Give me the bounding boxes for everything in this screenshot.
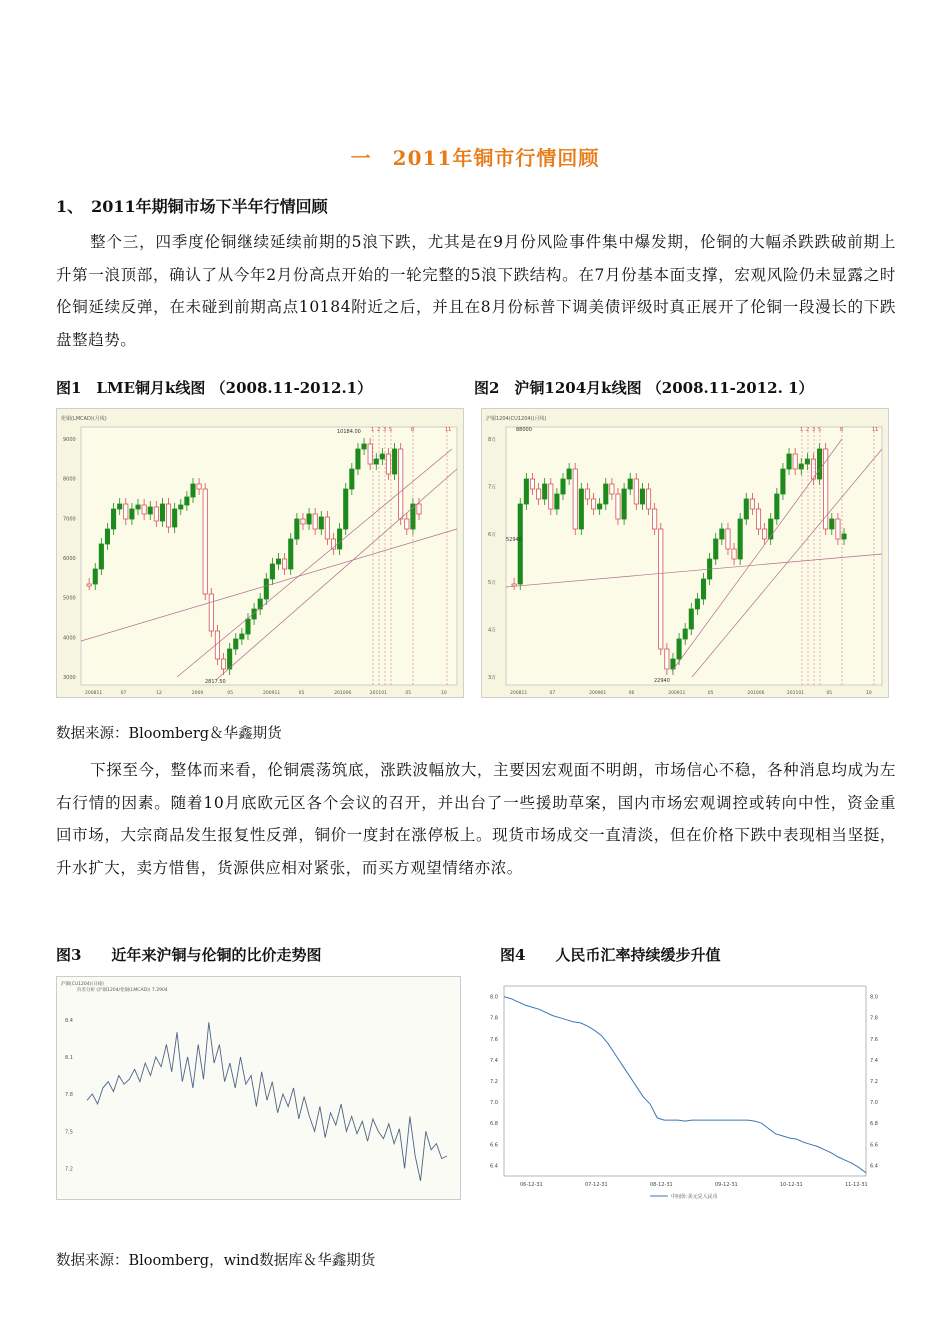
candle bbox=[836, 519, 840, 539]
y-tick-label: 7.2 bbox=[65, 1166, 73, 1173]
shfe-candlestick-chart bbox=[482, 409, 888, 697]
candle bbox=[203, 489, 207, 594]
wave-label: 8 bbox=[411, 427, 415, 433]
candle bbox=[591, 499, 595, 509]
y-tick-label-right: 7.6 bbox=[870, 1036, 878, 1043]
chart-rmb bbox=[490, 976, 890, 1204]
price-annotation: 22940 bbox=[654, 678, 670, 684]
price-annotation: 10184.00 bbox=[337, 429, 361, 435]
candle bbox=[417, 504, 421, 514]
candle bbox=[282, 559, 286, 569]
candle bbox=[604, 484, 608, 504]
y-tick-label: 8.4 bbox=[65, 1017, 73, 1024]
x-tick-label: 12 bbox=[156, 691, 162, 696]
candle bbox=[111, 509, 115, 529]
fig1-caption: 图1 LME铜月k线图 （2008.11-2012.1） bbox=[56, 379, 373, 397]
y-tick-label-right: 6.4 bbox=[870, 1163, 878, 1170]
x-tick-label: 07 bbox=[549, 691, 556, 696]
x-tick-label: 10 bbox=[441, 691, 447, 696]
candle bbox=[555, 494, 559, 509]
candle bbox=[775, 494, 779, 519]
y-tick-label: 7000 bbox=[63, 516, 76, 523]
candle bbox=[368, 444, 372, 464]
candle bbox=[659, 529, 663, 649]
candle bbox=[166, 504, 170, 527]
wave-label: 1 bbox=[800, 427, 804, 433]
candle bbox=[99, 544, 103, 569]
paragraph-2: 下探至今，整体而来看，伦铜震荡筑底，涨跌波幅放大，主要因宏观面不明朗，市场信心不稳，各种消息均成为左右行情的因素。随着10月底欧元区各个会议的召开，并出台了一些援助草案，国内市场宏观调控或转向中性，资金重回市场，大宗商品发生报复性反弹，铜价一度封在涨停板上。现货市场成交一直清淡，但在价格下跌中表现相当坚挺，升水扩大，卖方惜售，货源供应相对紧张，而买方观望情绪亦浓。 bbox=[56, 761, 896, 877]
x-tick-label: 06 bbox=[628, 691, 635, 696]
subsection-title: 1、 2011年期铜市场下半年行情回顾 bbox=[56, 197, 328, 216]
y-tick-label: 6.6 bbox=[490, 1142, 498, 1149]
candle bbox=[270, 564, 274, 579]
x-tick-label: 07-12-31 bbox=[585, 1182, 608, 1188]
candle bbox=[530, 479, 534, 489]
candle bbox=[726, 529, 730, 549]
wave-label: 11 bbox=[872, 427, 879, 433]
candle bbox=[598, 504, 602, 509]
y-tick-label: 8.1 bbox=[65, 1054, 73, 1061]
candle bbox=[714, 539, 718, 559]
x-tick-label: 200811 bbox=[510, 691, 528, 696]
chart-shfe-candles bbox=[481, 408, 889, 698]
candle bbox=[130, 509, 134, 519]
x-tick-label: 201101 bbox=[369, 691, 387, 696]
candle bbox=[610, 484, 614, 494]
fig2-caption: 图2 沪铜1204月k线图 （2008.11-2012. 1） bbox=[474, 379, 814, 397]
candle bbox=[240, 634, 244, 639]
wave-label: 5 bbox=[818, 427, 822, 433]
y-tick-label: 8.0 bbox=[490, 994, 498, 1001]
candle bbox=[744, 499, 748, 519]
candle bbox=[289, 539, 293, 569]
y-tick-label: 7.4 bbox=[490, 1057, 498, 1064]
candle bbox=[799, 464, 803, 469]
x-tick-label: 200811 bbox=[85, 691, 103, 696]
y-tick-label-right: 8.0 bbox=[870, 994, 878, 1001]
wave-label: 2 bbox=[806, 427, 810, 433]
candle bbox=[136, 505, 140, 509]
candle bbox=[399, 449, 403, 519]
candle bbox=[512, 584, 516, 586]
x-tick-label: 05 bbox=[298, 691, 305, 696]
y-tick-label: 8000 bbox=[63, 476, 76, 483]
candle bbox=[805, 459, 809, 464]
candle bbox=[842, 534, 846, 539]
y-tick-label: 3000 bbox=[63, 675, 76, 681]
rmb-line-chart bbox=[490, 976, 890, 1204]
x-tick-label: 05 bbox=[826, 691, 833, 696]
candle bbox=[622, 489, 626, 519]
candle bbox=[689, 609, 693, 629]
candle bbox=[185, 497, 189, 505]
candle bbox=[319, 517, 323, 529]
wave-label: 8 bbox=[840, 427, 844, 433]
candle bbox=[677, 639, 681, 659]
x-tick-label: 11-12-31 bbox=[845, 1182, 868, 1188]
candle bbox=[738, 519, 742, 559]
candle bbox=[124, 504, 128, 519]
wave-label: 3 bbox=[812, 427, 816, 433]
x-tick-label: 2009 bbox=[191, 691, 204, 696]
y-tick-label: 7万 bbox=[488, 484, 497, 491]
y-tick-label-right: 6.8 bbox=[870, 1121, 878, 1128]
candle bbox=[549, 484, 553, 509]
chart-header: 沪铜(CU1204)(日线) bbox=[61, 982, 104, 987]
candle bbox=[191, 484, 195, 497]
candle bbox=[148, 507, 152, 514]
candle bbox=[543, 484, 547, 499]
y-tick-label: 3万 bbox=[488, 675, 497, 681]
candle bbox=[646, 489, 650, 509]
y-tick-label: 9000 bbox=[63, 437, 76, 443]
candle bbox=[221, 659, 225, 669]
y-tick-label: 6万 bbox=[488, 532, 497, 539]
candle bbox=[585, 489, 589, 499]
candle bbox=[732, 549, 736, 559]
candle bbox=[350, 469, 354, 489]
y-tick-label: 7.8 bbox=[65, 1092, 73, 1099]
candle bbox=[234, 639, 238, 649]
candle bbox=[301, 519, 305, 524]
y-tick-label: 5万 bbox=[488, 579, 497, 586]
y-tick-label: 7.5 bbox=[65, 1129, 73, 1136]
candle bbox=[750, 499, 754, 509]
candle bbox=[405, 519, 409, 529]
chart-header: 沪铜1204(CU1204)(月线) bbox=[486, 416, 547, 422]
ratio-line-chart bbox=[57, 977, 460, 1199]
y-tick-label: 4万 bbox=[488, 627, 497, 634]
candle bbox=[246, 619, 250, 634]
candle bbox=[793, 454, 797, 469]
y-tick-label: 6000 bbox=[63, 556, 76, 562]
candle bbox=[640, 489, 644, 504]
candle bbox=[344, 489, 348, 529]
candle bbox=[179, 505, 183, 509]
y-tick-label-right: 7.2 bbox=[870, 1079, 878, 1085]
fig4-caption: 图4 人民币汇率持续缓步升值 bbox=[500, 946, 721, 964]
x-tick-label: 201006 bbox=[334, 691, 352, 696]
y-tick-label: 4000 bbox=[63, 635, 76, 642]
wave-label: 1 bbox=[371, 427, 375, 433]
candle bbox=[356, 449, 360, 469]
candle bbox=[264, 579, 268, 599]
candle bbox=[817, 449, 821, 479]
candle bbox=[781, 469, 785, 494]
candle bbox=[695, 599, 699, 609]
y-tick-label: 7.2 bbox=[490, 1079, 498, 1085]
candle bbox=[762, 529, 766, 539]
y-tick-label: 7.8 bbox=[490, 1015, 498, 1022]
candle bbox=[197, 484, 201, 489]
legend-label: 中间价:美元兑人民币 bbox=[671, 1194, 718, 1200]
candle bbox=[628, 479, 632, 489]
y-tick-label-right: 6.6 bbox=[870, 1142, 878, 1149]
source-note-2: 数据来源：Bloomberg，wind数据库＆华鑫期货 bbox=[56, 1253, 376, 1269]
chart-lme-candles bbox=[56, 408, 464, 698]
x-tick-label: 06-12-31 bbox=[520, 1182, 543, 1188]
section-title: 一 2011年铜市行情回顾 bbox=[350, 146, 600, 170]
candle bbox=[573, 469, 577, 529]
wave-label: 11 bbox=[445, 427, 452, 433]
candle bbox=[567, 469, 571, 479]
x-tick-label: 10-12-31 bbox=[780, 1182, 803, 1188]
lme-candlestick-chart bbox=[57, 409, 463, 697]
fig3-caption: 图3 近年来沪铜与伦铜的比价走势图 bbox=[56, 946, 322, 964]
y-tick-label: 7.0 bbox=[490, 1100, 498, 1107]
x-tick-label: 200911 bbox=[668, 691, 686, 696]
candle bbox=[830, 519, 834, 529]
candle bbox=[579, 489, 583, 529]
x-tick-label: 201101 bbox=[786, 691, 805, 696]
candle bbox=[720, 529, 724, 539]
candle bbox=[228, 649, 232, 669]
candle bbox=[325, 517, 329, 539]
chart-ratio bbox=[56, 976, 461, 1200]
price-annotation: 52940 bbox=[506, 537, 522, 543]
candle bbox=[756, 509, 760, 529]
candle bbox=[118, 504, 122, 509]
x-tick-label: 08-12-31 bbox=[650, 1182, 673, 1188]
y-tick-label-right: 7.8 bbox=[870, 1015, 878, 1022]
chart-header: 伦铜(LMCAD)(月线) bbox=[61, 416, 107, 422]
wave-label: 2 bbox=[377, 427, 381, 433]
candle bbox=[93, 569, 97, 584]
candle bbox=[524, 479, 528, 504]
candle bbox=[142, 505, 146, 514]
paragraph-1: 整个三，四季度伦铜继续延续前期的5浪下跌，尤其是在9月份风险事件集中爆发期，伦铜的大幅杀跌跌破前期上升第一浪顶部，确认了从今年2月份高点开始的一轮完整的5浪下跌结构。在7月份基本面支撑，宏观风险仍未显露之时伦铜延续反弹，在未碰到前期高点10184附近之后，并且在8月份标普下调美债评级时真正展开了伦铜一段漫长的下跌盘整趋势。 bbox=[56, 233, 896, 349]
source-note-1: 数据来源：Bloomberg＆华鑫期货 bbox=[56, 726, 282, 742]
x-tick-label: 07 bbox=[120, 691, 127, 696]
candle bbox=[653, 509, 657, 529]
candle bbox=[154, 507, 158, 521]
y-tick-label: 7.6 bbox=[490, 1036, 498, 1043]
candle bbox=[386, 454, 390, 474]
candle bbox=[392, 449, 396, 474]
wave-label: 3 bbox=[383, 427, 387, 433]
x-tick-label: 05 bbox=[405, 691, 412, 696]
candle bbox=[561, 479, 565, 494]
candle bbox=[307, 514, 311, 524]
y-tick-label: 5000 bbox=[63, 595, 76, 602]
candle bbox=[536, 489, 540, 499]
candle bbox=[295, 519, 299, 539]
x-tick-label: 05 bbox=[707, 691, 714, 696]
candle bbox=[209, 594, 213, 631]
legend-header: 价差分析 (沪铜1204/伦铜(LMCAD)) 7.2904 bbox=[77, 988, 168, 993]
candle bbox=[258, 599, 262, 609]
candle bbox=[634, 479, 638, 504]
candle bbox=[105, 529, 109, 544]
candle bbox=[276, 559, 280, 564]
candle bbox=[787, 454, 791, 469]
candle bbox=[518, 504, 522, 584]
y-tick-label: 6.4 bbox=[490, 1163, 498, 1170]
candle bbox=[173, 509, 177, 527]
candle bbox=[701, 579, 705, 599]
plot-area bbox=[504, 986, 866, 1176]
price-annotation: 88000 bbox=[516, 427, 532, 433]
candle bbox=[665, 649, 669, 669]
candle bbox=[313, 514, 317, 529]
wave-label: 5 bbox=[389, 427, 393, 433]
x-tick-label: 200901 bbox=[589, 691, 607, 696]
candle bbox=[380, 454, 384, 459]
y-tick-label: 6.8 bbox=[490, 1121, 498, 1128]
x-tick-label: 10 bbox=[866, 691, 872, 696]
candle bbox=[87, 584, 91, 586]
x-tick-label: 200911 bbox=[263, 691, 281, 696]
x-tick-label: 09-12-31 bbox=[715, 1182, 738, 1188]
price-annotation: 2817.50 bbox=[205, 679, 226, 685]
candle bbox=[160, 504, 164, 521]
ratio-series-line bbox=[87, 1022, 447, 1181]
candle bbox=[683, 629, 687, 639]
candle bbox=[616, 494, 620, 519]
x-tick-label: 05 bbox=[227, 691, 234, 696]
candle bbox=[337, 529, 341, 549]
x-tick-label: 201006 bbox=[747, 691, 765, 696]
y-tick-label: 8万 bbox=[488, 437, 497, 443]
candle bbox=[362, 444, 366, 449]
y-tick-label-right: 7.0 bbox=[870, 1100, 878, 1107]
candle bbox=[374, 459, 378, 464]
y-tick-label-right: 7.4 bbox=[870, 1057, 878, 1064]
